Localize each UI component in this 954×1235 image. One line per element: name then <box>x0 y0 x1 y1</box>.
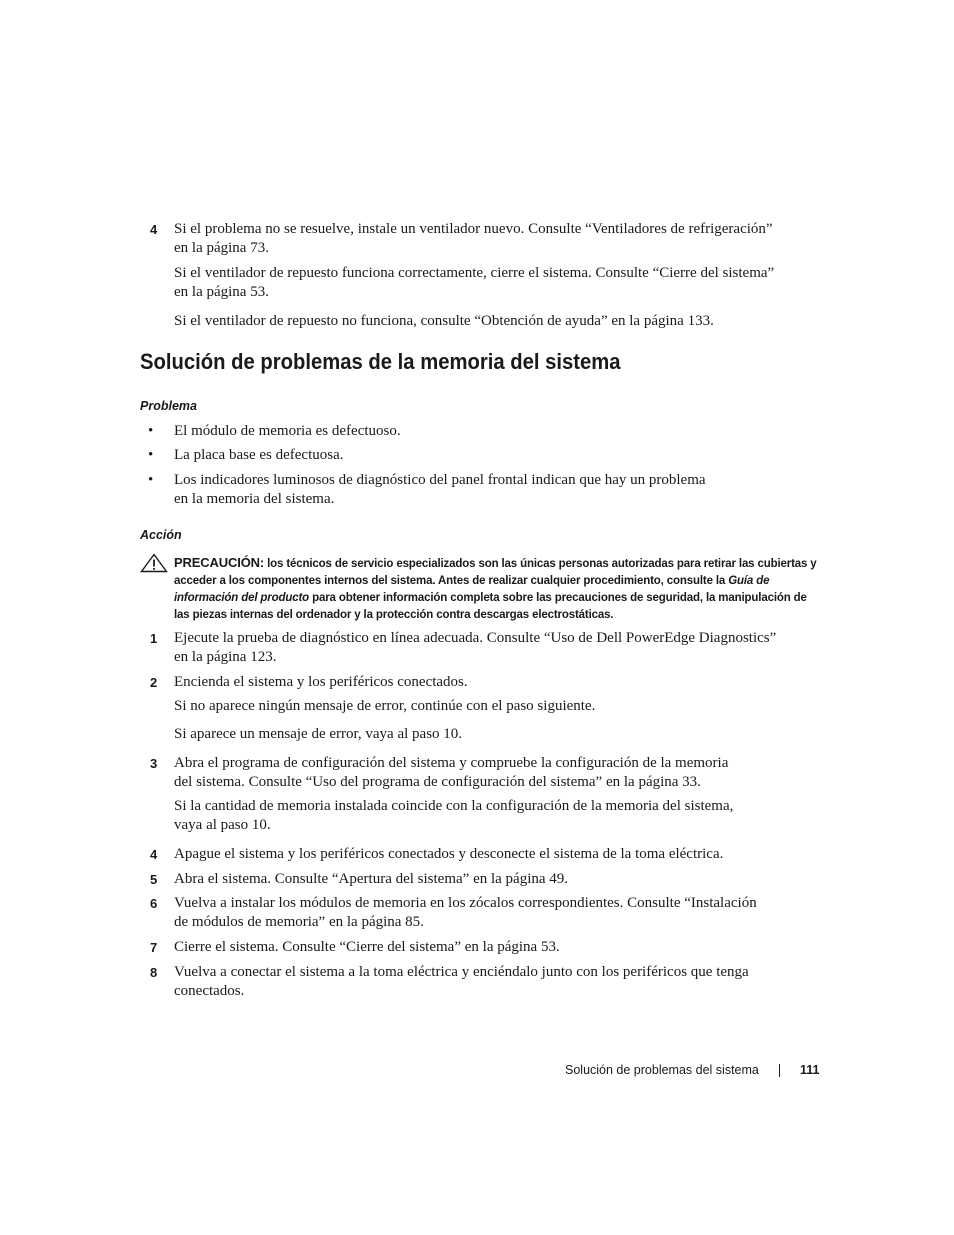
paragraph <box>174 312 824 331</box>
text-line: Encienda el sistema y los periféricos conectados. <box>174 674 468 690</box>
text-line: vaya al paso 10. <box>174 817 271 833</box>
section-title: Solución de problemas de la memoria del sistema <box>140 349 621 374</box>
caution-text: para obtener información completa sobre las precauciones de seguridad, la manipulación de las piezas internas del ordenador y la protección contra descargas electrostáticas. <box>174 592 807 621</box>
text-line: en la página 73. <box>174 240 269 256</box>
bullet-marker: • <box>148 472 154 488</box>
step-text <box>174 220 824 258</box>
text-line: Si el problema no se resuelve, instale un ventilador nuevo. Consulte “Ventiladores de refrigeración” <box>174 221 773 237</box>
text-line: Ejecute la prueba de diagnóstico en línea adecuada. Consulte “Uso de Dell PowerEdge Diagnostics” <box>174 630 777 646</box>
step-number: 6 <box>150 896 158 911</box>
text-line: del sistema. Consulte “Uso del programa de configuración del sistema” en la página 33. <box>174 774 701 790</box>
text-line: El módulo de memoria es defectuoso. <box>174 423 401 439</box>
bullet-item <box>174 446 824 465</box>
caution-text: los técnicos de servicio especializados son las únicas personas autorizadas para retirar las cubiertas y acceder a los componentes internos del sistema. Antes de realizar cualquier procedimiento, consulte la <box>174 558 817 587</box>
step-text <box>174 938 824 957</box>
paragraph <box>174 697 824 716</box>
text-line: en la página 123. <box>174 649 277 665</box>
bullet-marker: • <box>148 423 154 439</box>
text-line: Si la cantidad de memoria instalada coincide con la configuración de la memoria del sistema, <box>174 798 734 814</box>
step-number: 4 <box>150 847 158 862</box>
problem-heading: Problema <box>140 399 197 413</box>
paragraph <box>174 797 824 835</box>
paragraph <box>174 725 824 744</box>
step-text <box>174 754 824 792</box>
text-line: Abra el programa de configuración del sistema y compruebe la configuración de la memoria <box>174 755 729 771</box>
step-text <box>174 870 824 889</box>
text-line: Abra el sistema. Consulte “Apertura del sistema” en la página 49. <box>174 871 569 887</box>
step-number: 7 <box>150 940 158 955</box>
text-line: Si aparece un mensaje de error, vaya al paso 10. <box>174 726 463 742</box>
footer-chapter-title: Solución de problemas del sistema <box>565 1063 759 1077</box>
text-line: Si el ventilador de repuesto funciona correctamente, cierre el sistema. Consulte “Cierre del sistema” <box>174 265 775 281</box>
step-number: 3 <box>150 756 158 771</box>
page-number: 111 <box>800 1063 820 1077</box>
text-line: de módulos de memoria” en la página 85. <box>174 914 424 930</box>
warning-triangle-icon <box>140 553 168 578</box>
step-number: 8 <box>150 965 158 980</box>
bullet-item <box>174 471 824 509</box>
text-line: Cierre el sistema. Consulte “Cierre del sistema” en la página 53. <box>174 939 560 955</box>
text-line: conectados. <box>174 983 245 999</box>
step-number: 2 <box>150 675 158 690</box>
text-line: Vuelva a conectar el sistema a la toma eléctrica y enciéndalo junto con los periféricos que tenga <box>174 964 749 980</box>
footer-divider <box>779 1064 780 1077</box>
text-line: en la memoria del sistema. <box>174 491 335 507</box>
step-text <box>174 894 824 932</box>
step-text <box>174 845 824 864</box>
text-line: Si no aparece ningún mensaje de error, continúe con el paso siguiente. <box>174 698 596 714</box>
action-heading: Acción <box>140 528 182 542</box>
guide-title: Guía de información del producto <box>174 575 770 604</box>
caution-notice <box>174 554 824 624</box>
text-line: Apague el sistema y los periféricos conectados y desconecte el sistema de la toma eléctrica. <box>174 846 724 862</box>
step-text <box>174 629 824 667</box>
paragraph <box>174 264 824 302</box>
text-line: Vuelva a instalar los módulos de memoria en los zócalos correspondientes. Consulte “Instalación <box>174 895 757 911</box>
step-number: 5 <box>150 872 158 887</box>
text-line: Los indicadores luminosos de diagnóstico del panel frontal indican que hay un problema <box>174 472 706 488</box>
bullet-marker: • <box>148 447 154 463</box>
text-line: en la página 53. <box>174 284 269 300</box>
caution-label: PRECAUCIÓN: <box>174 555 265 570</box>
text-line: La placa base es defectuosa. <box>174 447 344 463</box>
step-number: 1 <box>150 631 158 646</box>
step-text <box>174 963 824 1001</box>
step-text <box>174 673 824 692</box>
text-line: Si el ventilador de repuesto no funciona, consulte “Obtención de ayuda” en la página 133. <box>174 313 714 329</box>
bullet-item <box>174 422 824 441</box>
step-number: 4 <box>150 222 158 237</box>
